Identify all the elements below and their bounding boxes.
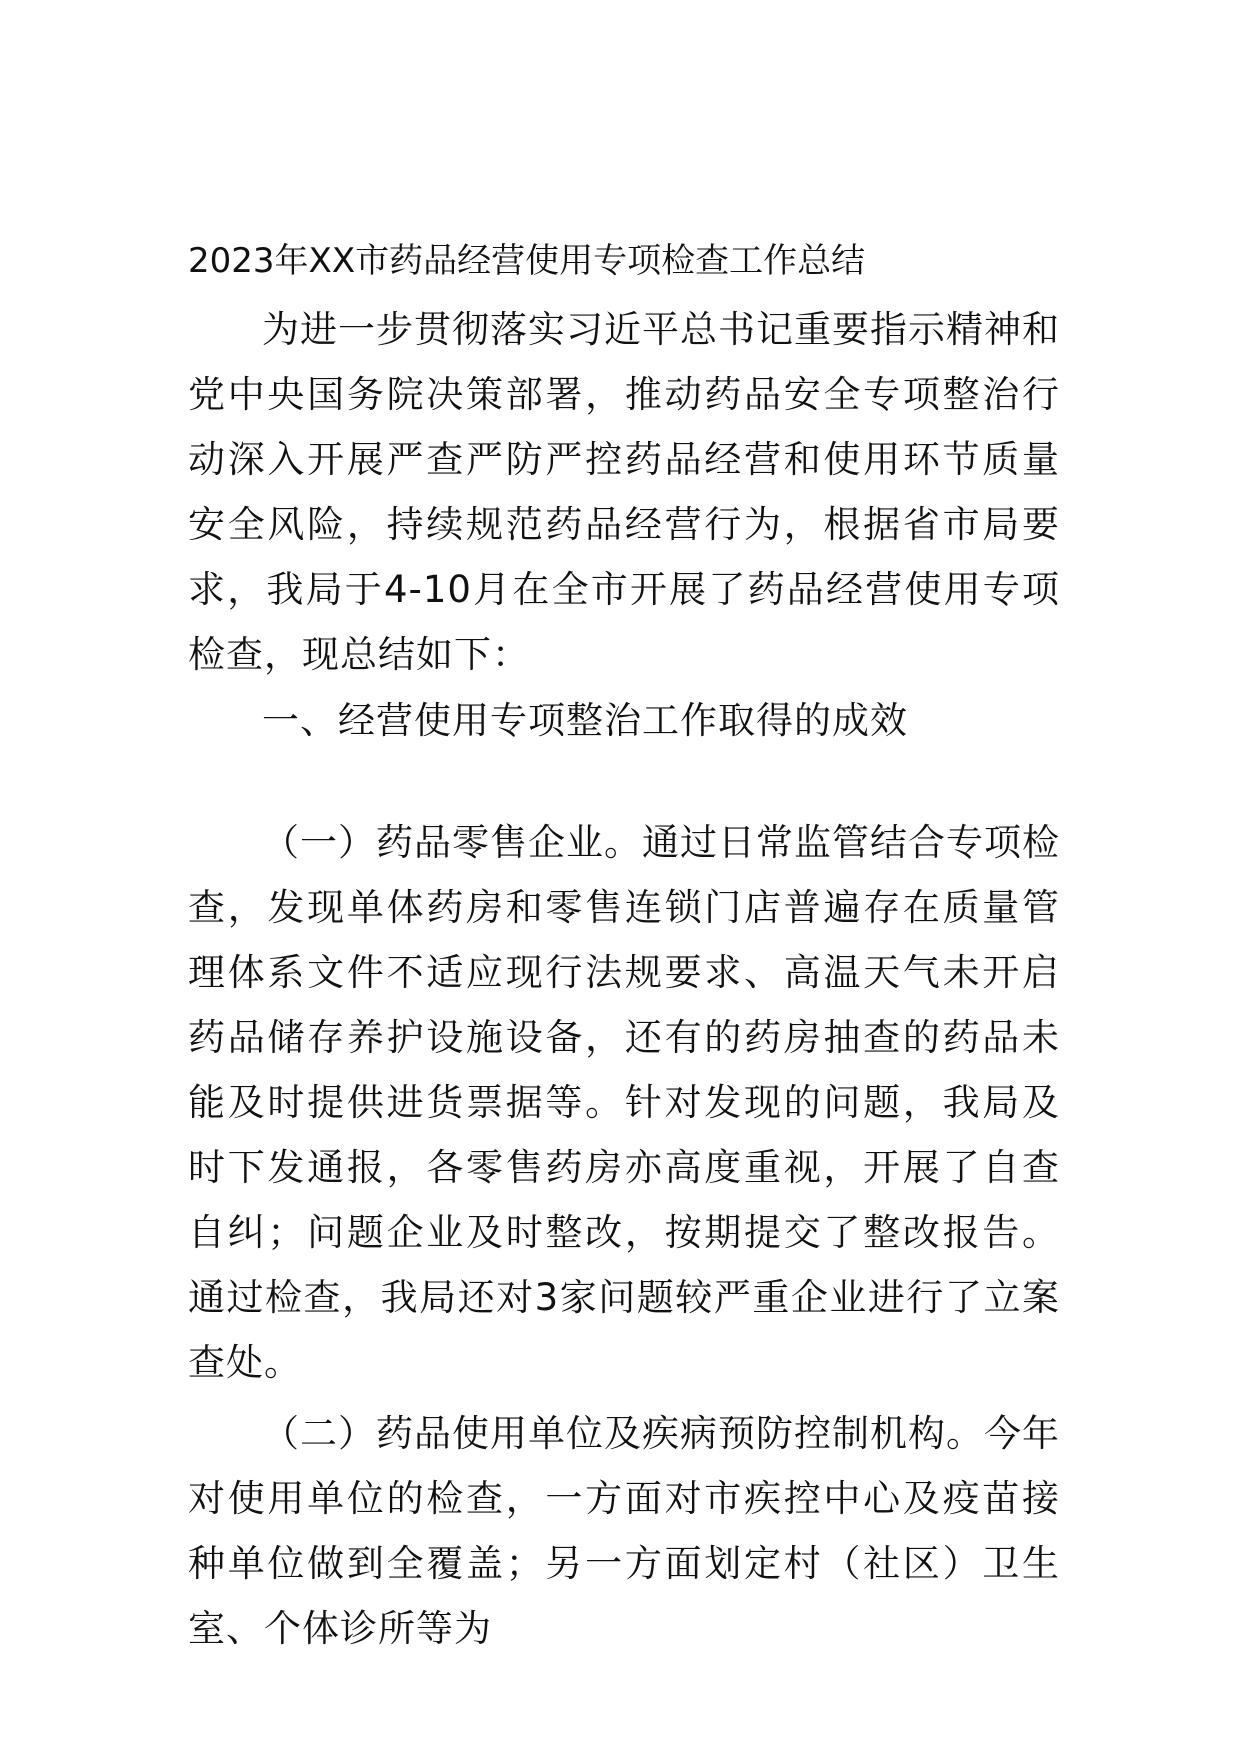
retail-section-paragraph: （一）药品零售企业。通过日常监管结合专项检查，发现单体药房和零售连锁门店普遍存在质量管理体系文件不适应现行法规要求、高温天气未开启药品储存养护设施设备，还有的药房抽查的药品未能及时提供进货票据等。针对发现的问题，我局及时下发通报，各零售药房亦高度重视，开展了自查自纠；问题企业及时整改，按期提交了整改报告。通过检查，我局还对3家问题较严重企业进行了立案查处。	[188, 821, 1060, 1384]
section-heading: 一、经营使用专项整治工作取得的成效	[262, 699, 908, 742]
usage-units-section-paragraph: （二）药品使用单位及疾病预防控制机构。今年对使用单位的检查，一方面对市疾控中心及疫苗接种单位做到全覆盖；另一方面划定村（社区）卫生室、个体诊所等为	[188, 1412, 1060, 1650]
document-title: 2023年XX市药品经营使用专项检查工作总结	[188, 241, 866, 281]
intro-paragraph: 为进一步贯彻落实习近平总书记重要指示精神和党中央国务院决策部署，推动药品安全专项整治行动深入开展严查严防严控药品经营和使用环节质量安全风险，持续规范药品经营行为，根据省市局要求，我局于4-10月在全市开展了药品经营使用专项检查，现总结如下：	[188, 308, 1060, 676]
